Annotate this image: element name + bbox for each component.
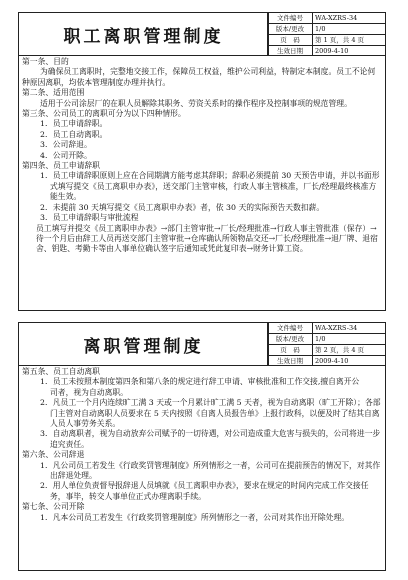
list-item: 3．公司辞退。 [40,140,92,150]
meta-key: 版本/更改 [268,334,313,345]
meta-value: WA-XZRS-34 [313,13,386,24]
meta-key: 页 码 [268,345,313,356]
section-heading: 第五条、员工自动离职 [22,367,100,376]
section-heading: 第四条、员工申请辞职 [22,161,100,171]
section-heading: 第六条、公司辞退 [22,450,85,460]
meta-table [267,323,385,366]
list-item: 1．员工申请辞职原则上应在合同期满方能考虑其辞职；辞职必须提前 30 天预告申请，并以书面形式填写提交《员工离职申办表》，送交部门主管审核，行政人事主管核准，厂长/经理最终核准方能生效。 [40,171,380,202]
list-item: 2．员工自动离职。 [40,129,108,139]
section-heading: 第三条、公司员工的离职可分为以下四种情形。 [22,109,186,119]
list-item: 1．凡公司员工若发生《行政奖罚管理制度》所列情形之一者，公司可在提前预告的情况下，对其作出辞退处理。 [40,460,381,481]
meta-value: WA-XZRS-34 [313,323,386,334]
meta-key: 文件编号 [268,13,313,24]
page-body [18,56,386,311]
meta-value: 2009-4-10 [313,356,386,367]
meta-key: 版本/更改 [268,24,313,35]
meta-key: 文件编号 [268,323,313,334]
list-item: 3．员工申请辞职与审批流程 [40,213,139,223]
meta-value: 第 1 页，共 4 页 [313,35,386,46]
list-item: 2．用人单位负责督导报辞退人员填就《员工离职申办表》，要求在规定的时间内完成工作交接任务，事毕，转交人事单位正式办理离职手续。 [40,481,369,501]
meta-key: 生效日期 [268,356,313,367]
meta-value: 第 2 页，共 4 页 [313,345,386,356]
page-header [18,322,386,366]
paragraph: 司者，视为自动离职。 [50,387,128,397]
list-item: 2．未提前 30 天填写提交《员工离职申办表》者，依 30 天的实际预告天数扣薪。 [40,202,325,212]
list-item: 1．员工未按照本制度第四条和第八条的规定进行辞工申请、审核批准和工作交接,擅自离开公 [40,377,360,387]
meta-key: 页 码 [268,35,313,46]
list-item: 1．员工申请辞职。 [40,119,108,129]
document-title: 职工离职管理制度 [19,13,269,55]
meta-value: 2009-4-10 [313,46,386,57]
document-title: 离职管理制度 [19,323,269,365]
paragraph: 员工填写并提交《员工离职申办表》→部门主管审批→厂长/经理批准→行政人事主管批准（保存）→待一个月后由辞工人员再送交部门主管审批→仓库确认所领物品交还→厂长/经理批准→退厂牌、退宿舍、钥匙、考勤卡等由人事单位确认签字后通知或凭此复印表→财务计算工资。 [36,223,378,254]
meta-value: 1/0 [313,24,386,35]
page-body [18,366,386,571]
paragraph: 适用于公司涂层厂的在职人员解除其职务、劳资关系时的操作程序及控制事项的规范管理。 [40,98,352,108]
section-heading: 第七条、公司开除 [22,502,85,512]
document-page-2 [18,322,386,571]
section-heading: 第一条、目的 [22,57,69,66]
meta-table [267,13,385,56]
list-item: 2．凡员工一个月内连续旷工满 3 天或一个月累计旷工满 5 天者，视为自动离职（旷工开除）；各部门主管对自动离职人员要求在 5 天内按照《自离人员报告单》上报行政科，以便及时了结其自离人员人事劳务关系。 [40,398,381,429]
meta-key: 生效日期 [268,46,313,57]
page-header [18,12,386,56]
list-item: 1．凡本公司员工若发生《行政奖罚管理制度》所列情形之一者，公司对其作出开除处理。 [40,512,350,522]
section-heading: 第二条、适用范围 [22,88,85,98]
list-item: 3．自动离职者，视为自动放弃公司赋予的一切待遇，对公司造成重大危害与损失的，公司将进一步追究责任。 [40,429,381,449]
paragraph: 为确保员工离职时，完整地交接工作，保障员工权益，维护公司利益，特制定本制度。员工不论何种原因离职，均依本管理制度办理并执行。 [22,67,376,87]
document-page-1 [18,12,386,311]
list-item: 4．公司开除。 [40,150,92,160]
meta-value: 1/0 [313,334,386,345]
